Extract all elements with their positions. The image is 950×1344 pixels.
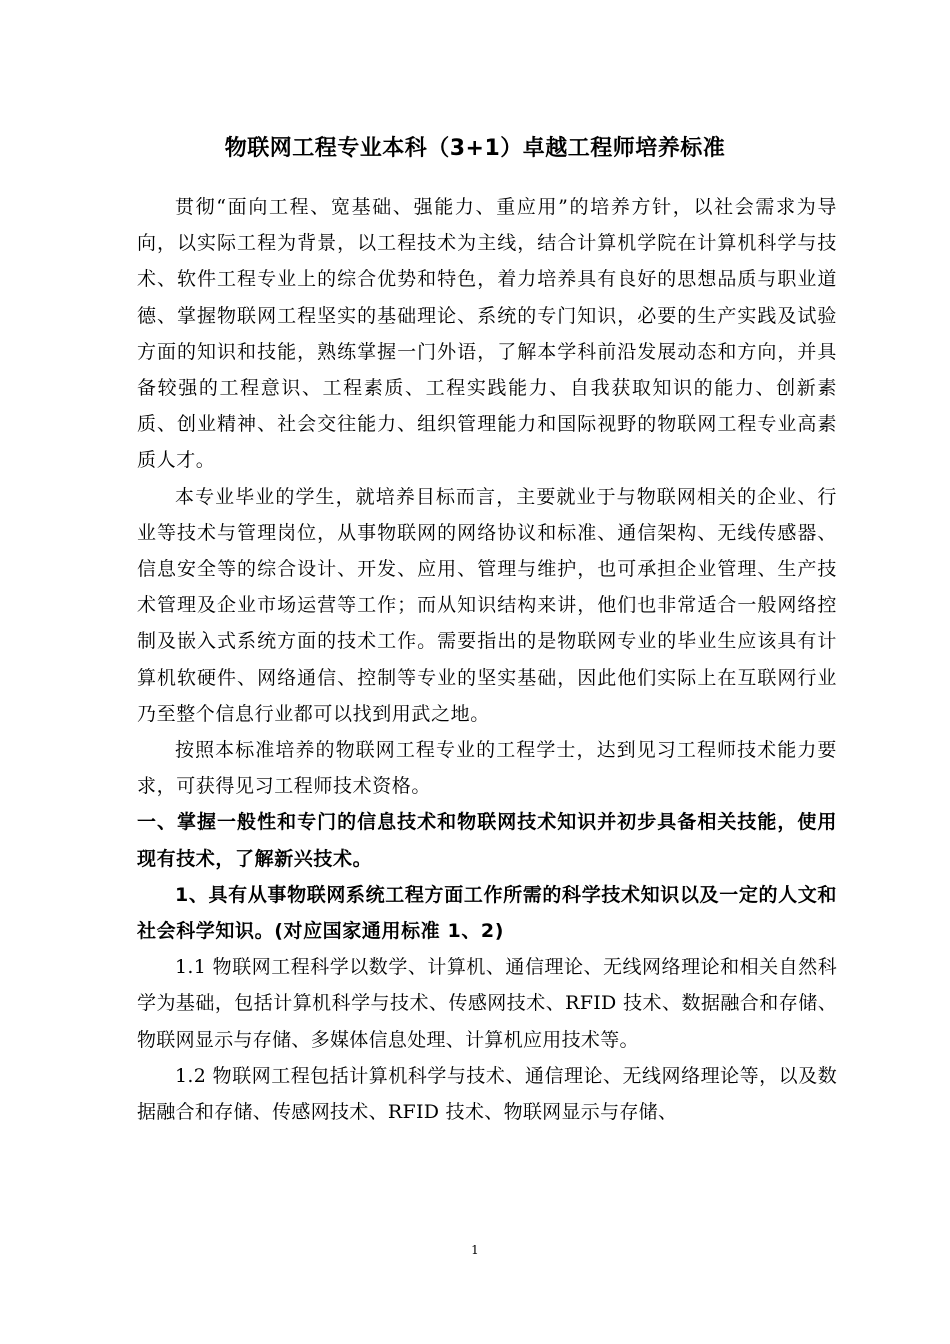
item-1-2-paragraph: 1.2 物联网工程包括计算机科学与技术、通信理论、无线网络理论等，以及数据融合和存储、传感网技术、RFID 技术、物联网显示与存储、 [137, 1064, 837, 1124]
document-body [137, 189, 837, 1130]
document-title: 物联网工程专业本科（3+1）卓越工程师培养标准 [224, 136, 726, 161]
item-1-1-paragraph: 1.1 物联网工程科学以数学、计算机、通信理论、无线网络理论和相关自然科学为基础，包括计算机科学与技术、传感网技术、RFID 技术、数据融合和存储、物联网显示与存储、多媒体信息处理、计算机应用技术等。 [137, 956, 837, 1051]
employment-paragraph: 本专业毕业的学生，就培养目标而言，主要就业于与物联网相关的企业、行业等技术与管理岗位，从事物联网的网络协议和标准、通信架构、无线传感器、信息安全等的综合设计、开发、应用、管理与维护，也可承担企业管理、生产技术管理及企业市场运营等工作；而从知识结构来讲，他们也非常适合一般网络控制及嵌入式系统方面的技术工作。需要指出的是物联网专业的毕业生应该具有计算机软硬件、网络通信、控制等专业的坚实基础，因此他们实际上在互联网行业乃至整个信息行业都可以找到用武之地。 [137, 485, 837, 725]
page-number: 1 [471, 1243, 479, 1257]
subsection-1-heading: 1、具有从事物联网系统工程方面工作所需的科学技术知识以及一定的人文和社会科学知识。(对应国家通用标准 1、2) [137, 883, 837, 943]
intro-paragraph: 贯彻“面向工程、宽基础、强能力、重应用”的培养方针，以社会需求为导向，以实际工程为背景，以工程技术为主线，结合计算机学院在计算机科学与技术、软件工程专业上的综合优势和特色，着力培养具有良好的思想品质与职业道德、掌握物联网工程坚实的基础理论、系统的专门知识，必要的生产实践及试验方面的知识和技能，熟练掌握一门外语，了解本学科前沿发展动态和方向，并具备较强的工程意识、工程素质、工程实践能力、自我获取知识的能力、创新素质、创业精神、社会交往能力、组织管理能力和国际视野的物联网工程专业高素质人才。 [137, 196, 837, 472]
section-1-heading: 一、掌握一般性和专门的信息技术和物联网技术知识并初步具备相关技能，使用现有技术，了解新兴技术。 [137, 811, 837, 870]
qualification-paragraph: 按照本标准培养的物联网工程专业的工程学士，达到见习工程师技术能力要求，可获得见习工程师技术资格。 [137, 739, 837, 798]
